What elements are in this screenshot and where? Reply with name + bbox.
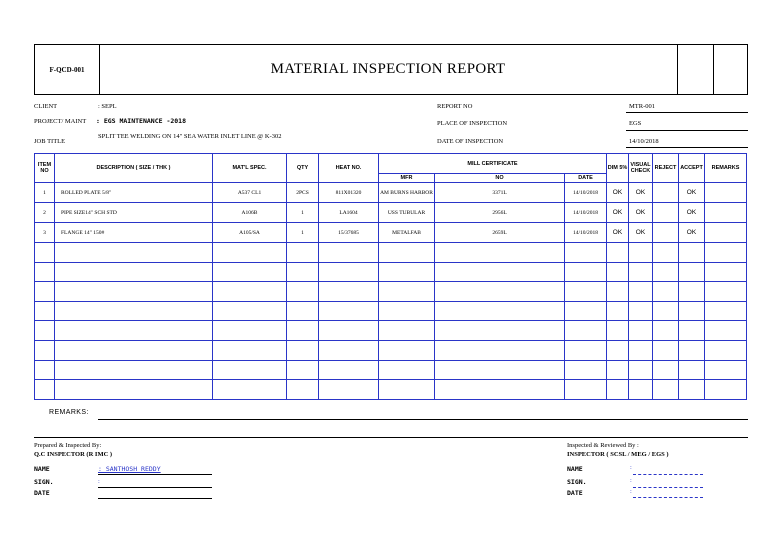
header-description: DESCRIPTION ( SIZE / THK ) <box>55 154 213 183</box>
empty-cert-date-cell[interactable] <box>565 360 607 380</box>
qty-cell: 1 <box>287 203 319 223</box>
header-heat-no: HEAT NO. <box>319 154 379 183</box>
empty-table-row <box>35 321 747 341</box>
dim-cell: OK <box>607 183 629 203</box>
empty-reject-cell[interactable] <box>653 321 679 341</box>
empty-remarks-cell[interactable] <box>705 282 747 302</box>
right-name-value: : <box>630 464 632 471</box>
job-title-value: SPLIT TEE WELDING ON 14" SEA WATER INLET LINE @ K-302 <box>98 133 282 140</box>
empty-qty-cell[interactable] <box>287 301 319 321</box>
reviewed-by-role: INSPECTOR ( SCSL / MEG / EGS ) <box>567 451 669 458</box>
qty-cell: 2PCS <box>287 183 319 203</box>
empty-table-row <box>35 380 747 400</box>
dim-cell: OK <box>607 223 629 243</box>
empty-mfr-cell[interactable] <box>379 360 435 380</box>
empty-cert-no-cell[interactable] <box>435 301 565 321</box>
remarks-cell <box>705 203 747 223</box>
empty-cert-date-cell[interactable] <box>565 380 607 400</box>
empty-reject-cell[interactable] <box>653 301 679 321</box>
header-visual: VISUAL CHECK <box>629 154 653 183</box>
remarks-cell <box>705 223 747 243</box>
cert-date-cell: 14/10/2018 <box>565 203 607 223</box>
empty-table-row <box>35 301 747 321</box>
header-blank-cell <box>677 45 714 94</box>
visual-check-cell: OK <box>629 203 653 223</box>
empty-table-row <box>35 340 747 360</box>
empty-description-cell[interactable] <box>55 340 213 360</box>
empty-mat-spec-cell[interactable] <box>213 360 287 380</box>
project-value: : EGS MAINTENANCE -2018 <box>96 117 187 125</box>
empty-description-cell[interactable] <box>55 360 213 380</box>
empty-qty-cell[interactable] <box>287 262 319 282</box>
reject-cell <box>653 203 679 223</box>
empty-reject-cell[interactable] <box>653 282 679 302</box>
empty-cert-date-cell[interactable] <box>565 262 607 282</box>
empty-dim-cell[interactable] <box>607 380 629 400</box>
empty-reject-cell[interactable] <box>653 380 679 400</box>
left-sign-value: : <box>98 478 100 485</box>
empty-cert-no-cell[interactable] <box>435 380 565 400</box>
empty-mat-spec-cell[interactable] <box>213 340 287 360</box>
empty-heat-no-cell[interactable] <box>319 243 379 263</box>
empty-item-no-cell[interactable] <box>35 380 55 400</box>
empty-mfr-cell[interactable] <box>379 282 435 302</box>
empty-mfr-cell[interactable] <box>379 340 435 360</box>
empty-accept-cell[interactable] <box>679 360 705 380</box>
accept-cell: OK <box>679 223 705 243</box>
empty-mat-spec-cell[interactable] <box>213 262 287 282</box>
empty-visual-check-cell[interactable] <box>629 282 653 302</box>
client-value: : SEPL <box>98 103 117 110</box>
right-date-value: : <box>630 488 632 495</box>
empty-reject-cell[interactable] <box>653 340 679 360</box>
table-row <box>35 183 747 203</box>
mfr-cell: AM BURNS HARBOR <box>379 183 435 203</box>
empty-description-cell[interactable] <box>55 282 213 302</box>
right-sign-label: SIGN. <box>567 478 587 486</box>
heat-no-cell: 15/37685 <box>319 223 379 243</box>
empty-accept-cell[interactable] <box>679 321 705 341</box>
accept-cell: OK <box>679 183 705 203</box>
empty-mfr-cell[interactable] <box>379 262 435 282</box>
empty-mat-spec-cell[interactable] <box>213 243 287 263</box>
empty-mfr-cell[interactable] <box>379 380 435 400</box>
place-label: PLACE OF INSPECTION <box>437 120 508 127</box>
empty-remarks-cell[interactable] <box>705 243 747 263</box>
empty-remarks-cell[interactable] <box>705 340 747 360</box>
description-cell: FLANGE 14" 150# <box>55 223 213 243</box>
right-date-underline[interactable] <box>633 497 703 498</box>
empty-dim-cell[interactable] <box>607 301 629 321</box>
empty-accept-cell[interactable] <box>679 380 705 400</box>
left-date-underline[interactable] <box>98 498 212 499</box>
report-title: MATERIAL INSPECTION REPORT <box>99 45 678 94</box>
remarks-line-2[interactable] <box>34 437 748 438</box>
empty-qty-cell[interactable] <box>287 340 319 360</box>
empty-mat-spec-cell[interactable] <box>213 380 287 400</box>
visual-check-cell: OK <box>629 183 653 203</box>
left-sign-underline[interactable] <box>98 487 212 488</box>
cert-date-cell: 14/10/2018 <box>565 183 607 203</box>
left-sign-label: SIGN. <box>34 478 54 486</box>
mat-spec-cell: A537 CL1 <box>213 183 287 203</box>
empty-visual-check-cell[interactable] <box>629 321 653 341</box>
empty-dim-cell[interactable] <box>607 360 629 380</box>
empty-cert-no-cell[interactable] <box>435 360 565 380</box>
empty-table-row <box>35 282 747 302</box>
mfr-cell: USS TUBULAR <box>379 203 435 223</box>
empty-description-cell[interactable] <box>55 321 213 341</box>
empty-description-cell[interactable] <box>55 380 213 400</box>
inspection-table <box>34 153 747 400</box>
header-mfr: MFR <box>379 174 435 183</box>
empty-heat-no-cell[interactable] <box>319 262 379 282</box>
table-row <box>35 223 747 243</box>
empty-remarks-cell[interactable] <box>705 380 747 400</box>
empty-cert-no-cell[interactable] <box>435 243 565 263</box>
heat-no-cell: 811X01320 <box>319 183 379 203</box>
empty-item-no-cell[interactable] <box>35 340 55 360</box>
empty-visual-check-cell[interactable] <box>629 340 653 360</box>
empty-table-row <box>35 360 747 380</box>
empty-qty-cell[interactable] <box>287 243 319 263</box>
cert-no-cell: 3371L <box>435 183 565 203</box>
empty-heat-no-cell[interactable] <box>319 282 379 302</box>
empty-description-cell[interactable] <box>55 262 213 282</box>
visual-check-cell: OK <box>629 223 653 243</box>
left-name-underline <box>98 474 212 475</box>
empty-heat-no-cell[interactable] <box>319 360 379 380</box>
empty-qty-cell[interactable] <box>287 380 319 400</box>
header-item-no: ITEM NO <box>35 154 55 183</box>
empty-item-no-cell[interactable] <box>35 301 55 321</box>
form-code: F-QCD-001 <box>35 45 100 94</box>
empty-visual-check-cell[interactable] <box>629 243 653 263</box>
empty-dim-cell[interactable] <box>607 282 629 302</box>
empty-description-cell[interactable] <box>55 243 213 263</box>
empty-cert-no-cell[interactable] <box>435 340 565 360</box>
reviewed-by-caption: Inspected & Reviewed By : <box>567 442 639 449</box>
empty-table-row <box>35 262 747 282</box>
job-title-label: JOB TITLE <box>34 138 66 145</box>
header-dim: DIM 5% <box>607 154 629 183</box>
empty-accept-cell[interactable] <box>679 340 705 360</box>
empty-accept-cell[interactable] <box>679 282 705 302</box>
left-date-label: DATE <box>34 489 50 497</box>
empty-remarks-cell[interactable] <box>705 360 747 380</box>
empty-visual-check-cell[interactable] <box>629 301 653 321</box>
empty-reject-cell[interactable] <box>653 262 679 282</box>
header-mill-certificate: MILL CERTIFICATE <box>379 154 607 174</box>
empty-heat-no-cell[interactable] <box>319 340 379 360</box>
cert-date-cell: 14/10/2018 <box>565 223 607 243</box>
empty-mfr-cell[interactable] <box>379 243 435 263</box>
prepared-by-caption: Prepared & Inspected By: <box>34 442 102 449</box>
right-name-label: NAME <box>567 465 583 473</box>
table-row <box>35 203 747 223</box>
accept-cell: OK <box>679 203 705 223</box>
empty-item-no-cell[interactable] <box>35 243 55 263</box>
empty-mat-spec-cell[interactable] <box>213 321 287 341</box>
remarks-cell <box>705 183 747 203</box>
right-sign-underline[interactable] <box>633 487 703 488</box>
empty-qty-cell[interactable] <box>287 360 319 380</box>
empty-cert-date-cell[interactable] <box>565 282 607 302</box>
empty-qty-cell[interactable] <box>287 282 319 302</box>
mat-spec-cell: A105/SA <box>213 223 287 243</box>
empty-cert-no-cell[interactable] <box>435 262 565 282</box>
description-cell: PIPE SIZE14" SCH STD <box>55 203 213 223</box>
report-header <box>34 44 748 95</box>
empty-accept-cell[interactable] <box>679 243 705 263</box>
qty-cell: 1 <box>287 223 319 243</box>
empty-heat-no-cell[interactable] <box>319 380 379 400</box>
date-label: DATE OF INSPECTION <box>437 138 504 145</box>
header-accept: ACCEPT <box>679 154 705 183</box>
empty-visual-check-cell[interactable] <box>629 360 653 380</box>
empty-cert-date-cell[interactable] <box>565 243 607 263</box>
header-no: NO <box>435 174 565 183</box>
dim-cell: OK <box>607 203 629 223</box>
empty-heat-no-cell[interactable] <box>319 301 379 321</box>
empty-mfr-cell[interactable] <box>379 321 435 341</box>
header-remarks: REMARKS <box>705 154 747 183</box>
empty-heat-no-cell[interactable] <box>319 321 379 341</box>
empty-accept-cell[interactable] <box>679 301 705 321</box>
empty-cert-no-cell[interactable] <box>435 282 565 302</box>
empty-dim-cell[interactable] <box>607 243 629 263</box>
empty-item-no-cell[interactable] <box>35 321 55 341</box>
date-underline <box>626 147 748 148</box>
prepared-by-role: Q.C INSPECTOR (R IMC ) <box>34 451 113 458</box>
empty-description-cell[interactable] <box>55 301 213 321</box>
empty-accept-cell[interactable] <box>679 262 705 282</box>
empty-remarks-cell[interactable] <box>705 321 747 341</box>
remarks-label: REMARKS: <box>49 409 89 416</box>
empty-dim-cell[interactable] <box>607 262 629 282</box>
item-no-cell: 1 <box>35 183 55 203</box>
empty-mat-spec-cell[interactable] <box>213 282 287 302</box>
remarks-line-1[interactable] <box>98 419 748 420</box>
empty-cert-date-cell[interactable] <box>565 301 607 321</box>
empty-visual-check-cell[interactable] <box>629 262 653 282</box>
report-no-underline <box>626 112 748 113</box>
empty-table-row <box>35 243 747 263</box>
empty-mfr-cell[interactable] <box>379 301 435 321</box>
empty-reject-cell[interactable] <box>653 360 679 380</box>
empty-cert-date-cell[interactable] <box>565 321 607 341</box>
report-no-label: REPORT NO <box>437 103 473 110</box>
right-sign-value: : <box>630 477 632 484</box>
mat-spec-cell: A106B <box>213 203 287 223</box>
reject-cell <box>653 223 679 243</box>
header-date: DATE <box>565 174 607 183</box>
mfr-cell: METALFAB <box>379 223 435 243</box>
empty-cert-no-cell[interactable] <box>435 321 565 341</box>
left-name-label: NAME <box>34 465 50 473</box>
empty-mat-spec-cell[interactable] <box>213 301 287 321</box>
empty-visual-check-cell[interactable] <box>629 380 653 400</box>
empty-remarks-cell[interactable] <box>705 262 747 282</box>
empty-item-no-cell[interactable] <box>35 282 55 302</box>
empty-cert-date-cell[interactable] <box>565 340 607 360</box>
report-no-value: MTR-001 <box>629 103 655 110</box>
empty-dim-cell[interactable] <box>607 340 629 360</box>
item-no-cell: 2 <box>35 203 55 223</box>
item-no-cell: 3 <box>35 223 55 243</box>
place-underline <box>626 130 748 131</box>
empty-item-no-cell[interactable] <box>35 360 55 380</box>
header-qty: QTY <box>287 154 319 183</box>
header-reject: REJECT <box>653 154 679 183</box>
date-value: 14/10/2018 <box>629 138 659 145</box>
empty-item-no-cell[interactable] <box>35 262 55 282</box>
empty-qty-cell[interactable] <box>287 321 319 341</box>
right-date-label: DATE <box>567 489 583 497</box>
empty-remarks-cell[interactable] <box>705 301 747 321</box>
empty-reject-cell[interactable] <box>653 243 679 263</box>
place-value: EGS <box>629 120 642 127</box>
right-name-underline[interactable] <box>633 474 703 475</box>
header-mat-spec: MAT'L SPEC. <box>213 154 287 183</box>
cert-no-cell: 2956L <box>435 203 565 223</box>
empty-dim-cell[interactable] <box>607 321 629 341</box>
cert-no-cell: 2659L <box>435 223 565 243</box>
heat-no-cell: LA1604 <box>319 203 379 223</box>
client-label: CLIENT <box>34 103 58 110</box>
description-cell: ROLLED PLATE 5/8" <box>55 183 213 203</box>
left-name-value: : SANTHOSH REDDY <box>98 465 161 473</box>
project-label: PROJECT/ MAINT <box>34 118 87 125</box>
reject-cell <box>653 183 679 203</box>
